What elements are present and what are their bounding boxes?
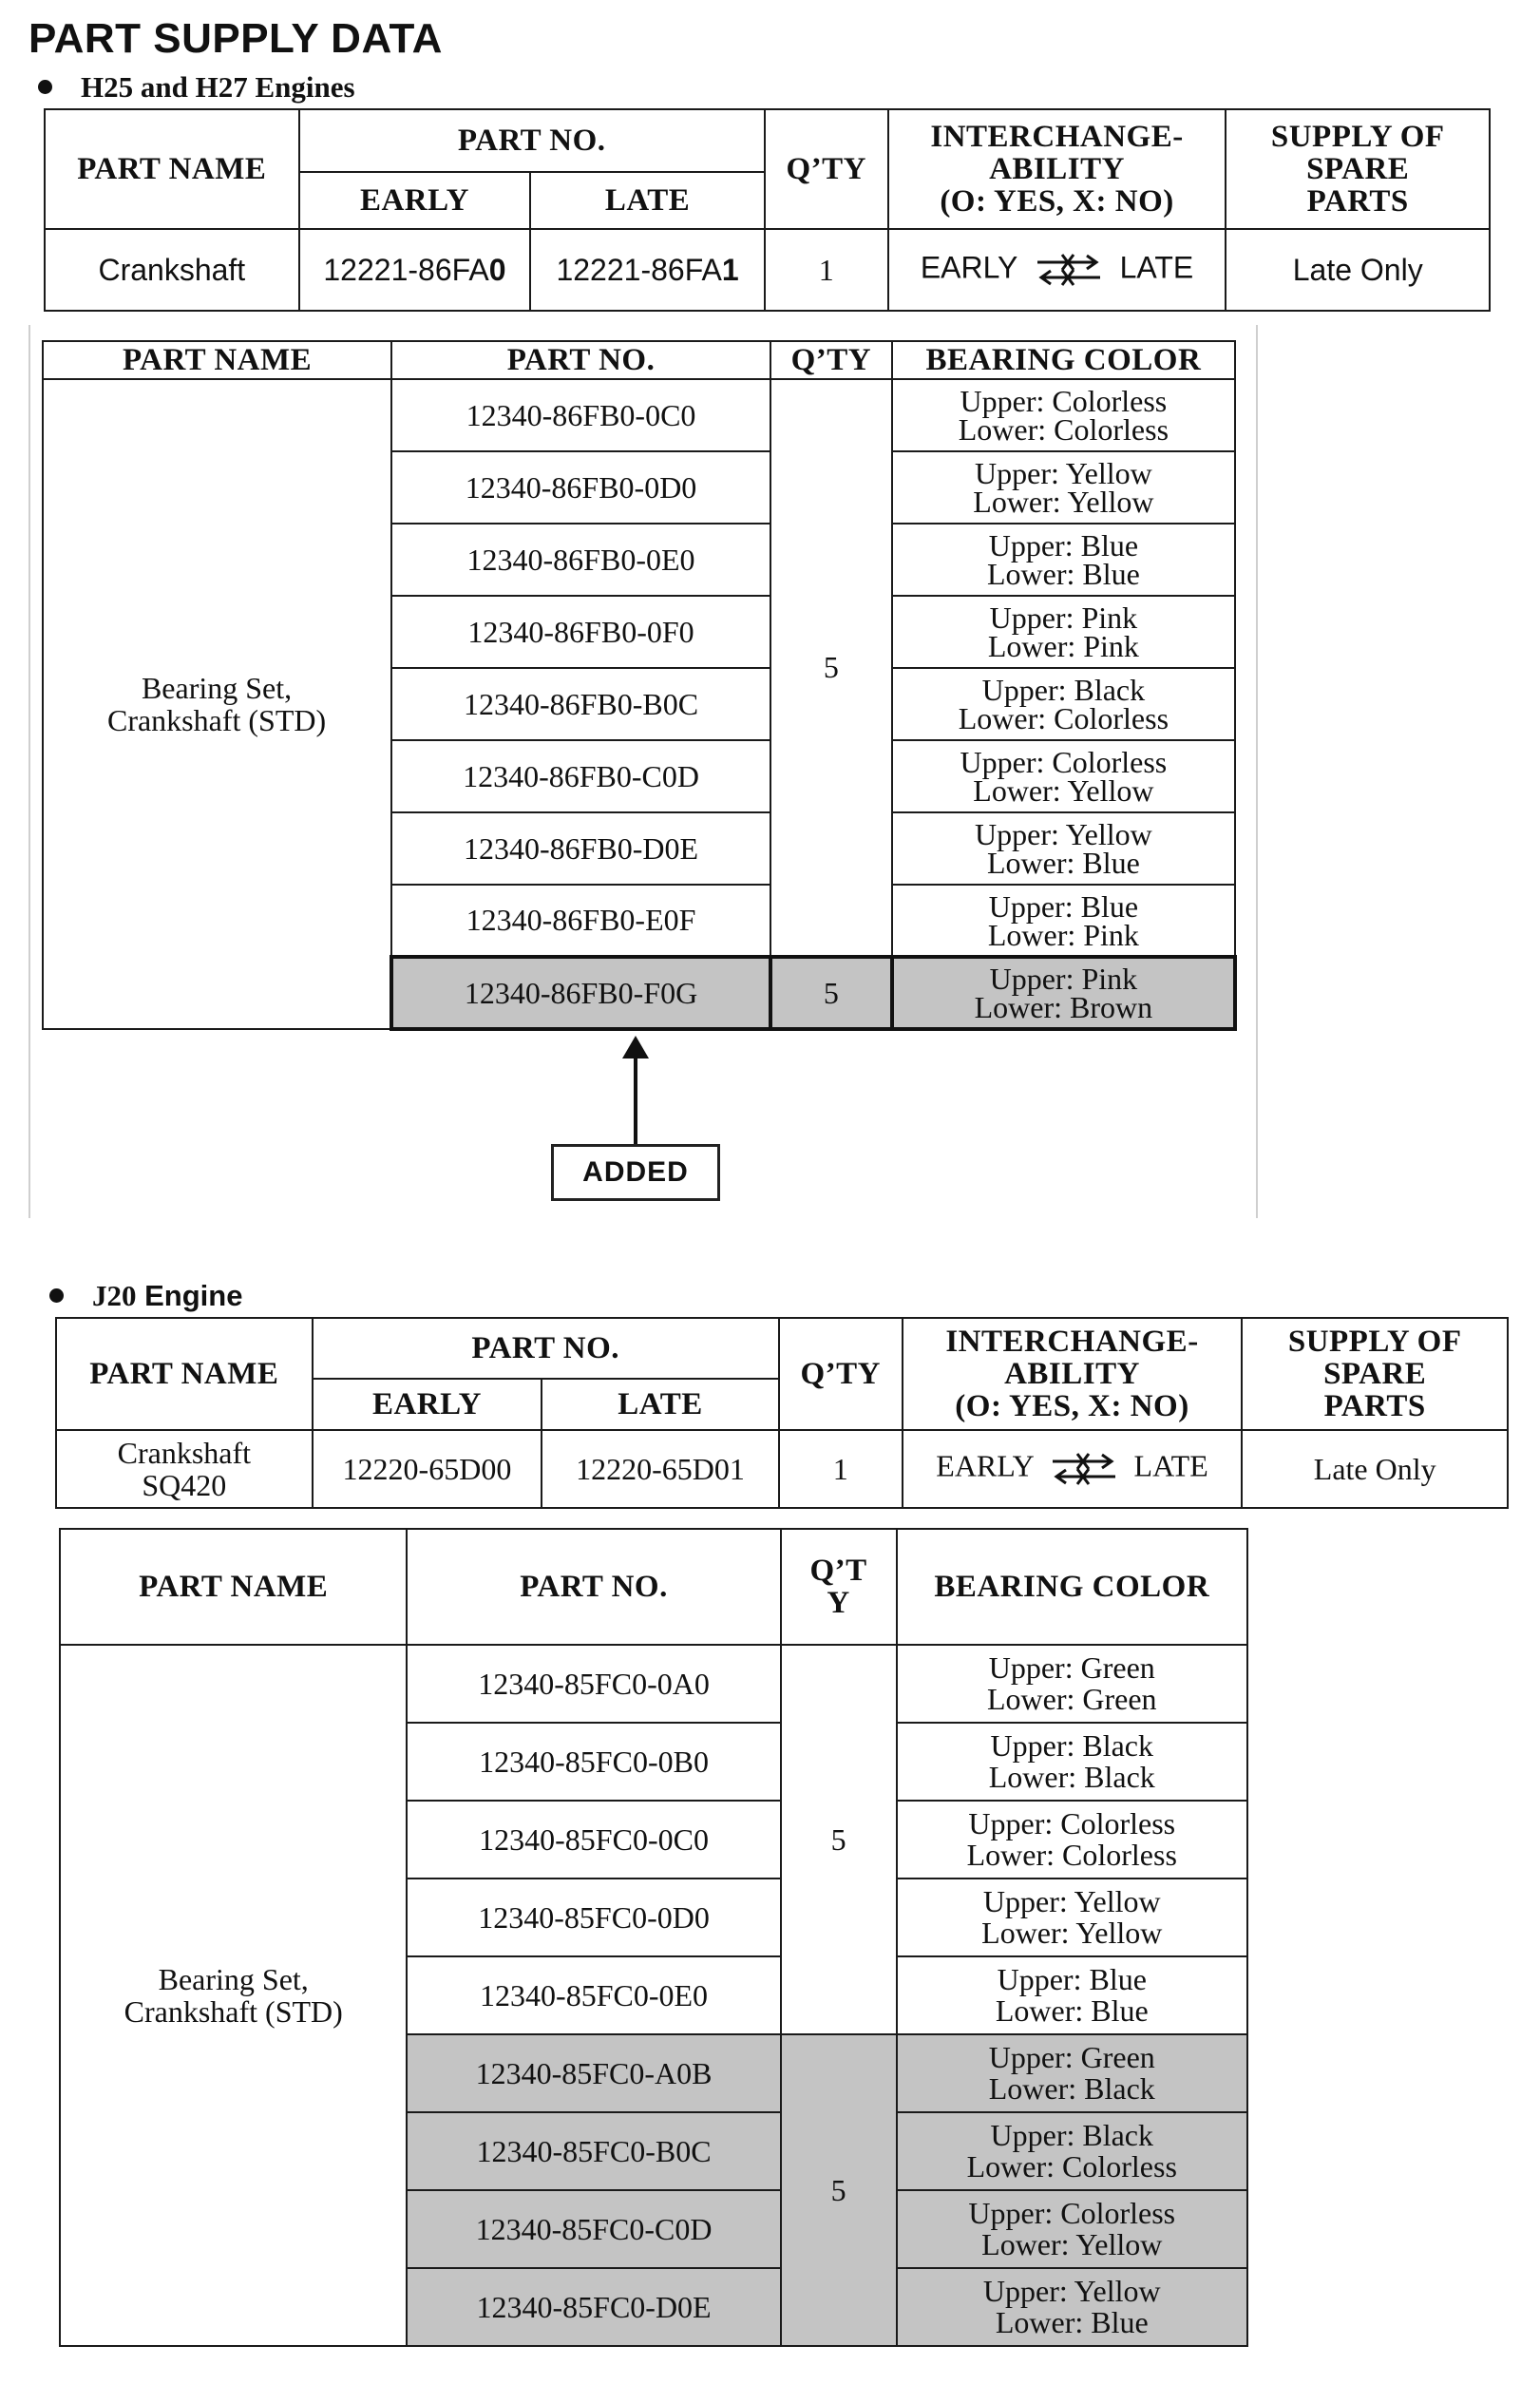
table-row <box>43 379 1235 451</box>
header-qty: Q’T Y <box>781 1529 897 1645</box>
header-late: LATE <box>530 172 765 229</box>
header-interchangeability: INTERCHANGE- ABILITY (O: YES, X: NO) <box>888 109 1226 229</box>
header-part-name: PART NAME <box>56 1318 313 1430</box>
cell-bearing-color: Upper: Green Lower: Green <box>897 1645 1247 1723</box>
cell-qty: 5 <box>770 957 892 1029</box>
page-title: PART SUPPLY DATA <box>29 15 443 62</box>
cell-part-no: 12340-86FB0-D0E <box>391 812 770 885</box>
header-early: EARLY <box>313 1379 542 1430</box>
bullet-icon <box>38 80 52 94</box>
cell-early-part-no: 12221-86FA0 <box>299 229 531 311</box>
h25-supply-table <box>44 108 1491 312</box>
cell-qty: 5 <box>781 2034 897 2346</box>
cell-supply: Late Only <box>1226 229 1490 311</box>
header-supply: SUPPLY OF SPARE PARTS <box>1226 109 1490 229</box>
cell-part-no: 12340-85FC0-D0E <box>407 2268 780 2346</box>
bullet-icon <box>49 1288 64 1303</box>
interchange-arrows-icon <box>1036 251 1102 289</box>
header-part-name: PART NAME <box>60 1529 407 1645</box>
header-part-no: PART NO. <box>391 341 770 379</box>
cell-bearing-color: Upper: Yellow Lower: Blue <box>897 2268 1247 2346</box>
cell-part-no: 12340-85FC0-B0C <box>407 2112 780 2190</box>
j20-supply-table <box>55 1317 1509 1509</box>
cell-bearing-color: Upper: Black Lower: Colorless <box>892 668 1235 740</box>
section-heading-j20: J20 Engine <box>49 1279 242 1313</box>
cell-qty: 5 <box>781 1645 897 2034</box>
cell-qty: 5 <box>770 379 892 957</box>
cell-bearing-color: Upper: Green Lower: Black <box>897 2034 1247 2112</box>
cell-part-name: Bearing Set, Crankshaft (STD) <box>43 379 391 1029</box>
cell-supply: Late Only <box>1242 1430 1508 1508</box>
header-part-no: PART NO. <box>313 1318 779 1379</box>
cell-part-name: Crankshaft <box>45 229 299 311</box>
header-interchangeability: INTERCHANGE- ABILITY (O: YES, X: NO) <box>903 1318 1243 1430</box>
cell-part-no: 12340-86FB0-F0G <box>391 957 770 1029</box>
header-part-name: PART NAME <box>45 109 299 229</box>
cell-late-part-no: 12220-65D01 <box>542 1430 779 1508</box>
cell-part-no: 12340-86FB0-0F0 <box>391 596 770 668</box>
cell-part-no: 12340-86FB0-0E0 <box>391 524 770 596</box>
cell-early-part-no: 12220-65D00 <box>313 1430 542 1508</box>
cell-bearing-color: Upper: Black Lower: Colorless <box>897 2112 1247 2190</box>
header-qty: Q’TY <box>765 109 888 229</box>
cell-part-no: 12340-85FC0-0D0 <box>407 1879 780 1956</box>
cell-part-name: Bearing Set, Crankshaft (STD) <box>60 1645 407 2346</box>
cell-part-no: 12340-86FB0-0D0 <box>391 451 770 524</box>
cell-part-no: 12340-85FC0-0E0 <box>407 1956 780 2034</box>
j20-bearing-table <box>59 1528 1248 2347</box>
cell-bearing-color: Upper: Yellow Lower: Yellow <box>897 1879 1247 1956</box>
cell-bearing-color: Upper: Colorless Lower: Yellow <box>897 2190 1247 2268</box>
cell-bearing-color: Upper: Colorless Lower: Colorless <box>892 379 1235 451</box>
interchange-arrows-icon <box>1051 1450 1117 1488</box>
cell-part-no: 12340-85FC0-0B0 <box>407 1723 780 1801</box>
cell-late-part-no: 12221-86FA1 <box>530 229 765 311</box>
added-label: ADDED <box>551 1144 720 1201</box>
header-bearing-color: BEARING COLOR <box>892 341 1235 379</box>
header-bearing-color: BEARING COLOR <box>897 1529 1247 1645</box>
added-arrow-icon <box>617 1036 655 1146</box>
cell-bearing-color: Upper: Yellow Lower: Yellow <box>892 451 1235 524</box>
header-part-no: PART NO. <box>299 109 765 172</box>
cell-part-no: 12340-85FC0-0C0 <box>407 1801 780 1879</box>
cell-bearing-color: Upper: Black Lower: Black <box>897 1723 1247 1801</box>
cell-bearing-color: Upper: Yellow Lower: Blue <box>892 812 1235 885</box>
cell-bearing-color: Upper: Blue Lower: Blue <box>892 524 1235 596</box>
cell-interchangeability: EARLY LATE <box>903 1430 1243 1508</box>
header-late: LATE <box>542 1379 779 1430</box>
header-part-name: PART NAME <box>43 341 391 379</box>
header-supply: SUPPLY OF SPARE PARTS <box>1242 1318 1508 1430</box>
table-row <box>60 1645 1247 1723</box>
cell-bearing-color: Upper: Pink Lower: Pink <box>892 596 1235 668</box>
section-heading-h25-h27: H25 and H27 Engines <box>38 70 355 105</box>
cell-bearing-color: Upper: Pink Lower: Brown <box>892 957 1235 1029</box>
cell-bearing-color: Upper: Blue Lower: Blue <box>897 1956 1247 2034</box>
cell-qty: 1 <box>765 229 888 311</box>
cell-bearing-color: Upper: Colorless Lower: Colorless <box>897 1801 1247 1879</box>
header-qty: Q’TY <box>770 341 892 379</box>
cell-qty: 1 <box>779 1430 903 1508</box>
header-early: EARLY <box>299 172 531 229</box>
h25-bearing-table <box>42 340 1237 1031</box>
cell-part-no: 12340-85FC0-0A0 <box>407 1645 780 1723</box>
cell-part-no: 12340-86FB0-0C0 <box>391 379 770 451</box>
header-qty: Q’TY <box>779 1318 903 1430</box>
cell-part-no: 12340-85FC0-C0D <box>407 2190 780 2268</box>
cell-part-no: 12340-86FB0-C0D <box>391 740 770 812</box>
cell-part-no: 12340-86FB0-E0F <box>391 885 770 957</box>
cell-bearing-color: Upper: Blue Lower: Pink <box>892 885 1235 957</box>
cell-part-no: 12340-85FC0-A0B <box>407 2034 780 2112</box>
cell-bearing-color: Upper: Colorless Lower: Yellow <box>892 740 1235 812</box>
cell-part-no: 12340-86FB0-B0C <box>391 668 770 740</box>
cell-interchangeability: EARLY LATE <box>888 229 1226 311</box>
cell-part-name: Crankshaft SQ420 <box>56 1430 313 1508</box>
header-part-no: PART NO. <box>407 1529 780 1645</box>
